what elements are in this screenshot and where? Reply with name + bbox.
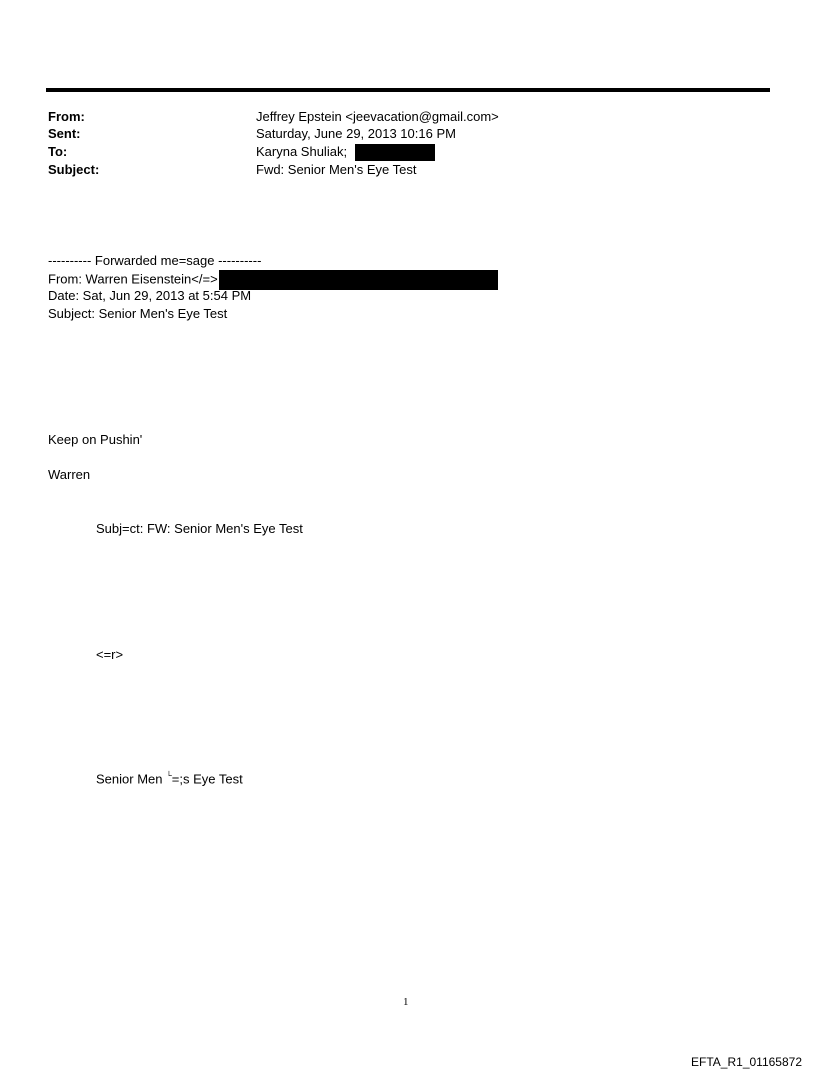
signature: Warren [48, 467, 91, 482]
from-label: From: [48, 109, 85, 124]
subject-value: Fwd: Senior Men's Eye Test [256, 162, 417, 177]
subject-label: Subject: [48, 162, 100, 177]
quoted-title-line [96, 771, 243, 786]
sent-value: Saturday, June 29, 2013 10:16 PM [256, 126, 456, 141]
quoted-title-prefix: Senior Men [96, 771, 163, 787]
corrupted-character: └ [166, 771, 172, 780]
forwarded-subject: Subject: Senior Men's Eye Test [48, 306, 228, 321]
to-value: Karyna Shuliak; [256, 144, 348, 159]
quoted-title-suffix: =;s Eye Test [171, 771, 243, 787]
header-divider-rule [46, 88, 770, 92]
to-label: To: [48, 144, 68, 159]
forwarded-from: From: Warren Eisenstein</=> [48, 271, 218, 287]
redaction-box [355, 144, 435, 161]
forwarded-date: Date: Sat, Jun 29, 2013 at 5:54 PM [48, 288, 252, 303]
document-id: EFTA_R1_01165872 [691, 1055, 802, 1069]
forwarded-from-row [48, 270, 498, 290]
redaction-box [219, 270, 498, 290]
body-line: Keep on Pushin' [48, 432, 143, 447]
to-value-row [256, 144, 435, 161]
from-value: Jeffrey Epstein <jeevacation@gmail.com> [256, 109, 499, 124]
forwarded-divider: ---------- Forwarded me=sage ---------- [48, 253, 262, 268]
quoted-subject-line: Subj=ct: FW: Senior Men's Eye Test [96, 521, 303, 536]
page-number: 1 [403, 996, 409, 1008]
quoted-tag-line: <=r> [96, 647, 124, 662]
sent-label: Sent: [48, 126, 81, 141]
